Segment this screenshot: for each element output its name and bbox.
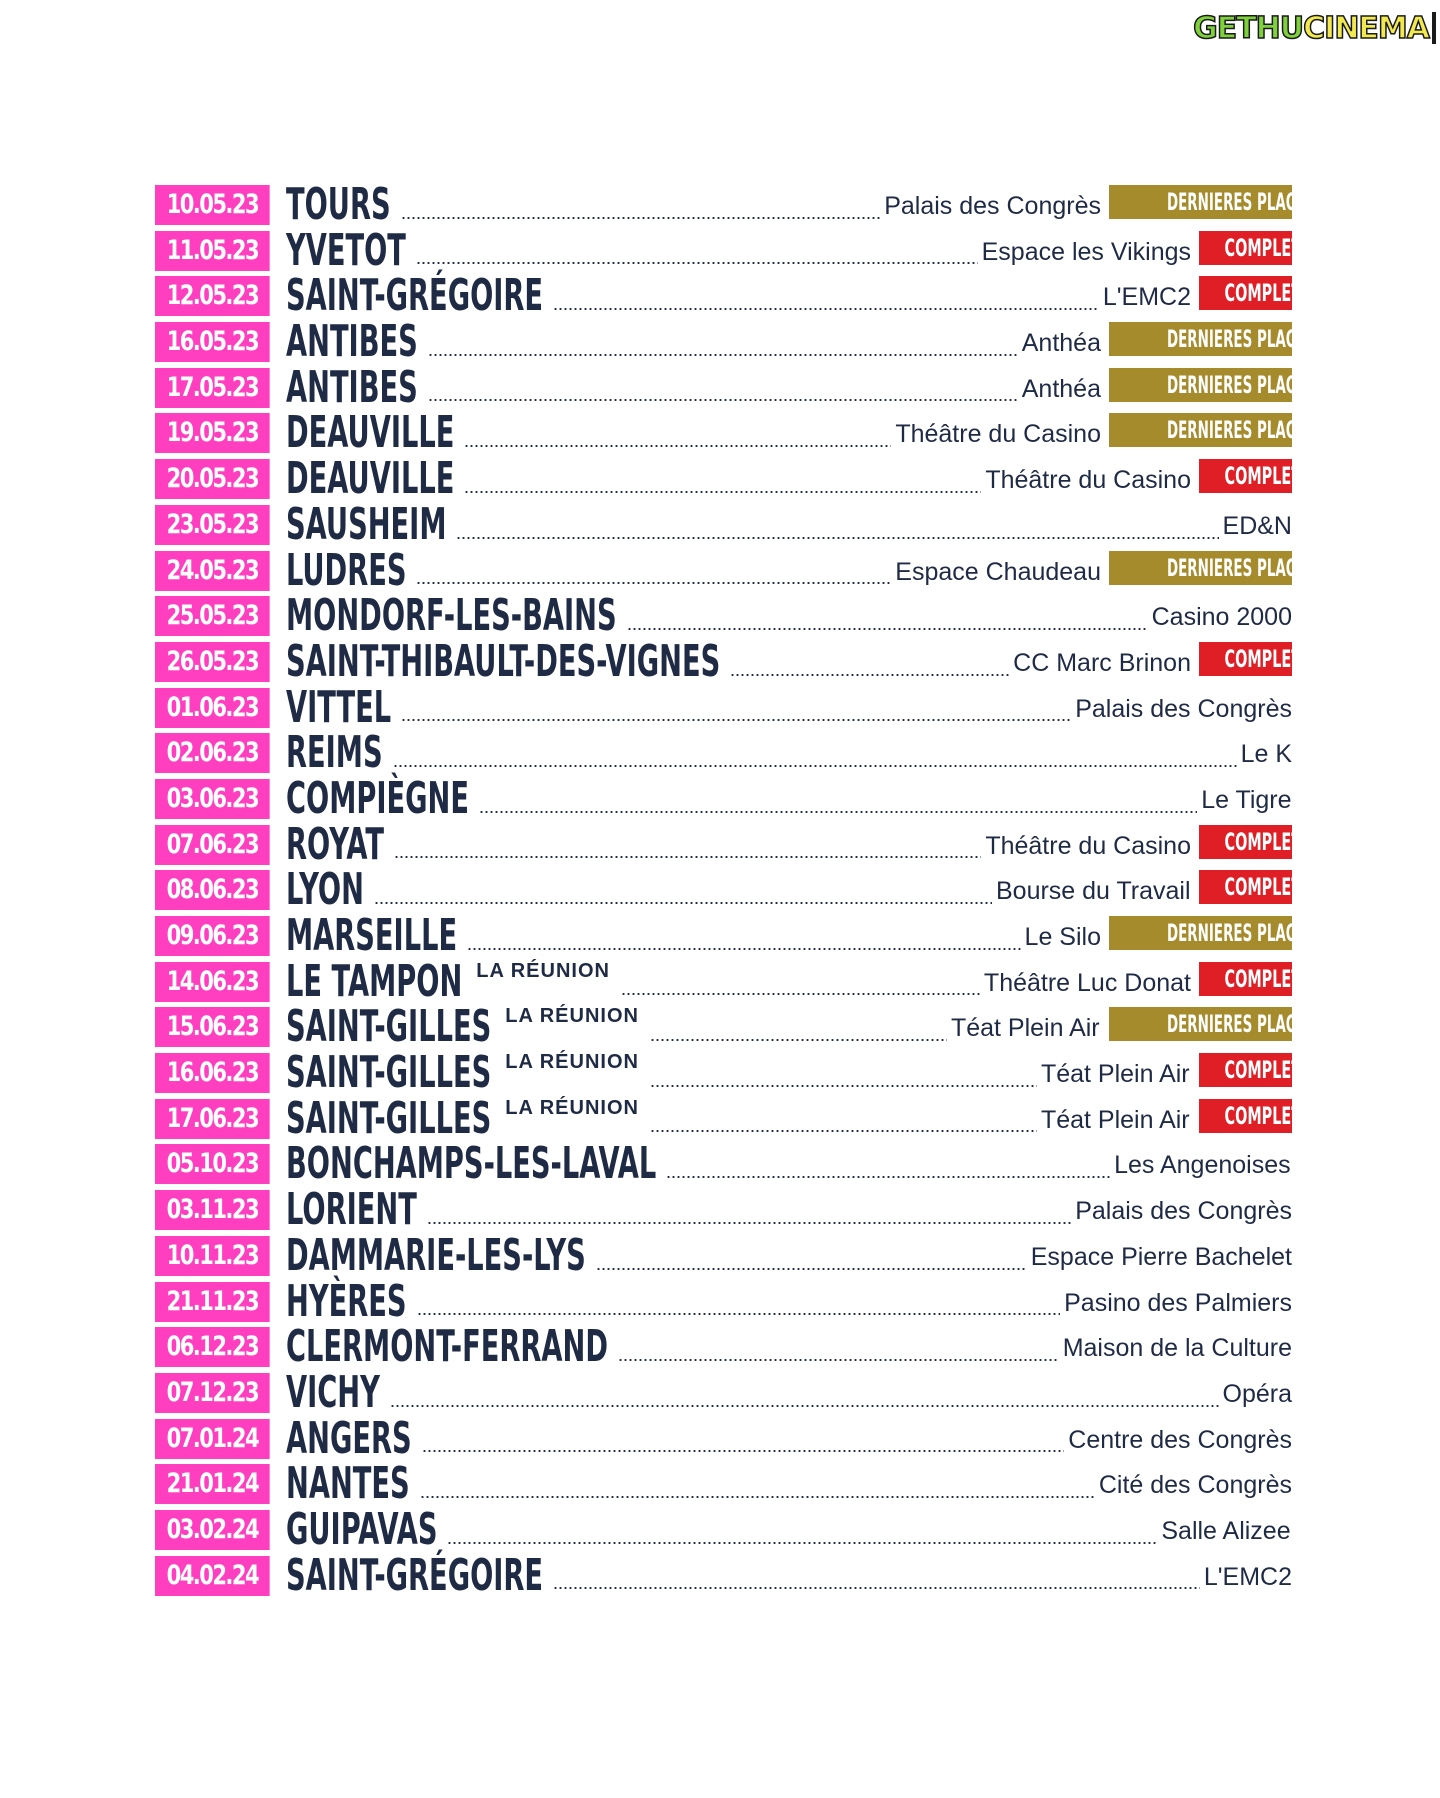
dernieres-places-badge [1109, 916, 1315, 950]
complet-badge [1199, 642, 1302, 676]
date-badge: 07.06.23 [155, 825, 270, 865]
status-label: COMPLET [1224, 644, 1302, 673]
city-name: SAINT-GILLES [286, 1047, 492, 1099]
dotted-leader [417, 1313, 1061, 1315]
date-badge: 10.05.23 [155, 185, 270, 225]
status-label: COMPLET [1224, 233, 1302, 262]
status-label: COMPLET [1224, 964, 1302, 993]
venue-name: CC Marc Brinon [1013, 648, 1191, 677]
city-name: COMPIÈGNE [286, 772, 469, 824]
venue-name: Téat Plein Air [1040, 1060, 1190, 1089]
venue-name: Opéra [1222, 1379, 1292, 1408]
city-name: YVETOT [286, 224, 406, 276]
dotted-leader [627, 628, 1148, 630]
region-label: LA RÉUNION [505, 1005, 639, 1028]
dotted-leader [650, 1039, 947, 1041]
date-badge: 11.05.23 [155, 231, 270, 271]
city-name: DEAUVILLE [286, 407, 455, 459]
venue-name: Anthéa [1021, 374, 1101, 403]
venue-name: Le K [1240, 740, 1292, 769]
venue-name: Maison de la Culture [1062, 1334, 1292, 1363]
city-name: HYÈRES [286, 1275, 407, 1327]
dernieres-places-badge [1109, 185, 1315, 219]
city-name: CLERMONT-FERRAND [286, 1321, 609, 1373]
date-badge: 01.06.23 [155, 688, 270, 728]
complet-badge [1199, 1053, 1302, 1087]
dotted-leader [416, 262, 978, 264]
dotted-leader [428, 354, 1018, 356]
city-name: SAINT-GILLES [286, 1001, 492, 1053]
city-name: MONDORF-LES-BAINS [286, 590, 617, 642]
date-badge: 20.05.23 [155, 459, 270, 499]
venue-name: ED&N [1222, 511, 1292, 540]
city-name: LUDRES [286, 544, 407, 596]
venue-name: L'EMC2 [1102, 283, 1191, 312]
date-badge: 03.02.24 [155, 1510, 270, 1550]
date-badge: 12.05.23 [155, 276, 270, 316]
venue-name: Théâtre du Casino [985, 831, 1191, 860]
dotted-leader [650, 1085, 1037, 1087]
tour-schedule [155, 179, 1315, 1601]
venue-name: Pasino des Palmiers [1064, 1288, 1292, 1317]
city-name: ROYAT [286, 818, 384, 870]
date-badge: 02.06.23 [155, 733, 270, 773]
status-label: DERNIERES PLACES [1166, 919, 1315, 947]
date-badge: 05.10.23 [155, 1144, 270, 1184]
complet-badge [1199, 825, 1302, 859]
dotted-leader [394, 856, 981, 858]
date-badge: 21.01.24 [155, 1464, 270, 1504]
dernieres-places-badge [1109, 413, 1315, 447]
complet-badge [1199, 870, 1302, 904]
venue-name: Cité des Congrès [1098, 1471, 1292, 1500]
venue-name: Téat Plein Air [1040, 1105, 1190, 1134]
city-name: REIMS [286, 727, 383, 779]
city-name: ANGERS [286, 1412, 412, 1464]
status-label: DERNIERES PLACES [1166, 370, 1315, 399]
city-name: DEAUVILLE [286, 453, 455, 505]
date-badge: 19.05.23 [155, 413, 270, 453]
city-name: SAINT-GILLES [286, 1092, 492, 1144]
dernieres-places-badge [1109, 1007, 1315, 1041]
status-label: DERNIERES PLACES [1166, 1010, 1315, 1039]
venue-name: Téat Plein Air [950, 1014, 1100, 1043]
date-badge: 24.05.23 [155, 551, 270, 591]
dotted-leader [390, 1405, 1219, 1407]
dotted-leader [427, 1222, 1071, 1224]
city-name: VICHY [286, 1366, 380, 1418]
venue-name: L'EMC2 [1203, 1562, 1292, 1591]
city-name: SAUSHEIM [286, 498, 447, 550]
dotted-leader [464, 445, 891, 447]
venue-name: Bourse du Travail [996, 877, 1191, 906]
complet-badge [1199, 1099, 1302, 1133]
venue-name: Casino 2000 [1151, 603, 1292, 632]
venue-name: Centre des Congrès [1068, 1425, 1292, 1454]
status-label: COMPLET [1224, 1056, 1302, 1085]
status-label: COMPLET [1224, 462, 1302, 491]
date-badge: 16.05.23 [155, 322, 270, 362]
date-badge: 09.06.23 [155, 916, 270, 956]
dotted-leader [596, 1268, 1027, 1270]
watermark-logo [1193, 4, 1436, 52]
city-name: LE TAMPON [286, 955, 463, 1007]
status-label: COMPLET [1224, 827, 1302, 856]
dotted-leader [393, 765, 1237, 767]
complet-badge [1199, 276, 1302, 310]
status-label: DERNIERES PLACES [1166, 188, 1315, 216]
venue-name: Palais des Congrès [884, 192, 1101, 220]
dotted-leader [650, 1130, 1037, 1132]
dotted-leader [479, 811, 1197, 813]
date-badge: 17.05.23 [155, 368, 270, 408]
dotted-leader [401, 217, 881, 219]
dotted-leader [428, 399, 1018, 401]
region-label: LA RÉUNION [476, 959, 610, 982]
date-badge: 04.02.24 [155, 1556, 270, 1596]
city-name: SAINT-GRÉGOIRE [286, 1549, 544, 1601]
date-badge: 03.11.23 [155, 1190, 270, 1230]
city-name: DAMMARIE-LES-LYS [286, 1229, 586, 1281]
date-badge: 17.06.23 [155, 1099, 270, 1139]
dotted-leader [420, 1496, 1095, 1498]
watermark-part-b: CINEMA [1303, 10, 1429, 46]
film-strip-icon [1432, 12, 1436, 44]
venue-name: Théâtre du Casino [895, 420, 1101, 449]
dernieres-places-badge [1109, 551, 1315, 585]
dotted-leader [618, 1359, 1059, 1361]
venue-name: Le Tigre [1201, 785, 1292, 814]
watermark-part-a: GETHU [1193, 10, 1304, 46]
dernieres-places-badge [1109, 368, 1315, 402]
date-badge: 08.06.23 [155, 870, 270, 910]
region-label: LA RÉUNION [505, 1096, 639, 1119]
dotted-leader [621, 993, 980, 995]
date-badge: 16.06.23 [155, 1053, 270, 1093]
date-badge: 06.12.23 [155, 1327, 270, 1367]
city-name: TOURS [286, 179, 391, 230]
city-name: SAINT-THIBAULT-DES-VIGNES [286, 635, 721, 687]
status-label: COMPLET [1224, 1101, 1302, 1130]
region-label: LA RÉUNION [505, 1051, 639, 1074]
venue-name: Palais des Congrès [1075, 1197, 1292, 1226]
city-name: VITTEL [286, 681, 392, 733]
city-name: ANTIBES [286, 361, 418, 413]
complet-badge [1199, 231, 1302, 265]
venue-name: Espace les Vikings [981, 237, 1191, 266]
complet-badge [1199, 962, 1302, 996]
city-name: LORIENT [286, 1184, 417, 1236]
date-badge: 07.01.24 [155, 1419, 270, 1459]
dotted-leader [553, 1587, 1200, 1589]
dotted-leader [464, 491, 981, 493]
dotted-leader [553, 308, 1099, 310]
city-name: SAINT-GRÉGOIRE [286, 270, 544, 322]
status-label: DERNIERES PLACES [1166, 553, 1315, 582]
city-name: ANTIBES [286, 316, 418, 368]
status-label: DERNIERES PLACES [1166, 416, 1315, 445]
date-badge: 10.11.23 [155, 1236, 270, 1276]
dotted-leader [666, 1176, 1110, 1178]
city-name: BONCHAMPS-LES-LAVAL [286, 1138, 657, 1190]
venue-name: Théâtre Luc Donat [983, 968, 1191, 997]
venue-name: Théâtre du Casino [985, 466, 1191, 495]
date-badge: 15.06.23 [155, 1007, 270, 1047]
city-name: LYON [286, 864, 364, 916]
date-badge: 21.11.23 [155, 1282, 270, 1322]
dotted-leader [467, 948, 1020, 950]
dotted-leader [456, 537, 1218, 539]
date-badge: 26.05.23 [155, 642, 270, 682]
dernieres-places-badge [1109, 322, 1315, 356]
dotted-leader [447, 1542, 1157, 1544]
status-label: DERNIERES PLACES [1166, 325, 1315, 354]
date-badge: 25.05.23 [155, 596, 270, 636]
venue-name: Salle Alizee [1161, 1516, 1291, 1545]
dotted-leader [374, 902, 992, 904]
dotted-leader [401, 719, 1071, 721]
date-badge: 07.12.23 [155, 1373, 270, 1413]
date-badge: 03.06.23 [155, 779, 270, 819]
tour-date-row [155, 1549, 1292, 1602]
dotted-leader [416, 582, 891, 584]
venue-name: Anthéa [1021, 329, 1101, 358]
status-label: COMPLET [1224, 279, 1302, 308]
venue-name: Espace Chaudeau [895, 557, 1101, 586]
venue-name: Espace Pierre Bachelet [1030, 1242, 1292, 1271]
dotted-leader [730, 674, 1009, 676]
dotted-leader [422, 1450, 1065, 1452]
venue-name: Les Angenoises [1114, 1151, 1291, 1180]
city-name: GUIPAVAS [286, 1503, 438, 1555]
date-badge: 14.06.23 [155, 962, 270, 1002]
city-name: MARSEILLE [286, 910, 458, 961]
city-name: NANTES [286, 1458, 410, 1510]
venue-name: Palais des Congrès [1075, 694, 1292, 723]
date-badge: 23.05.23 [155, 505, 270, 545]
status-label: COMPLET [1224, 873, 1302, 902]
venue-name: Le Silo [1024, 923, 1101, 951]
complet-badge [1199, 459, 1302, 493]
